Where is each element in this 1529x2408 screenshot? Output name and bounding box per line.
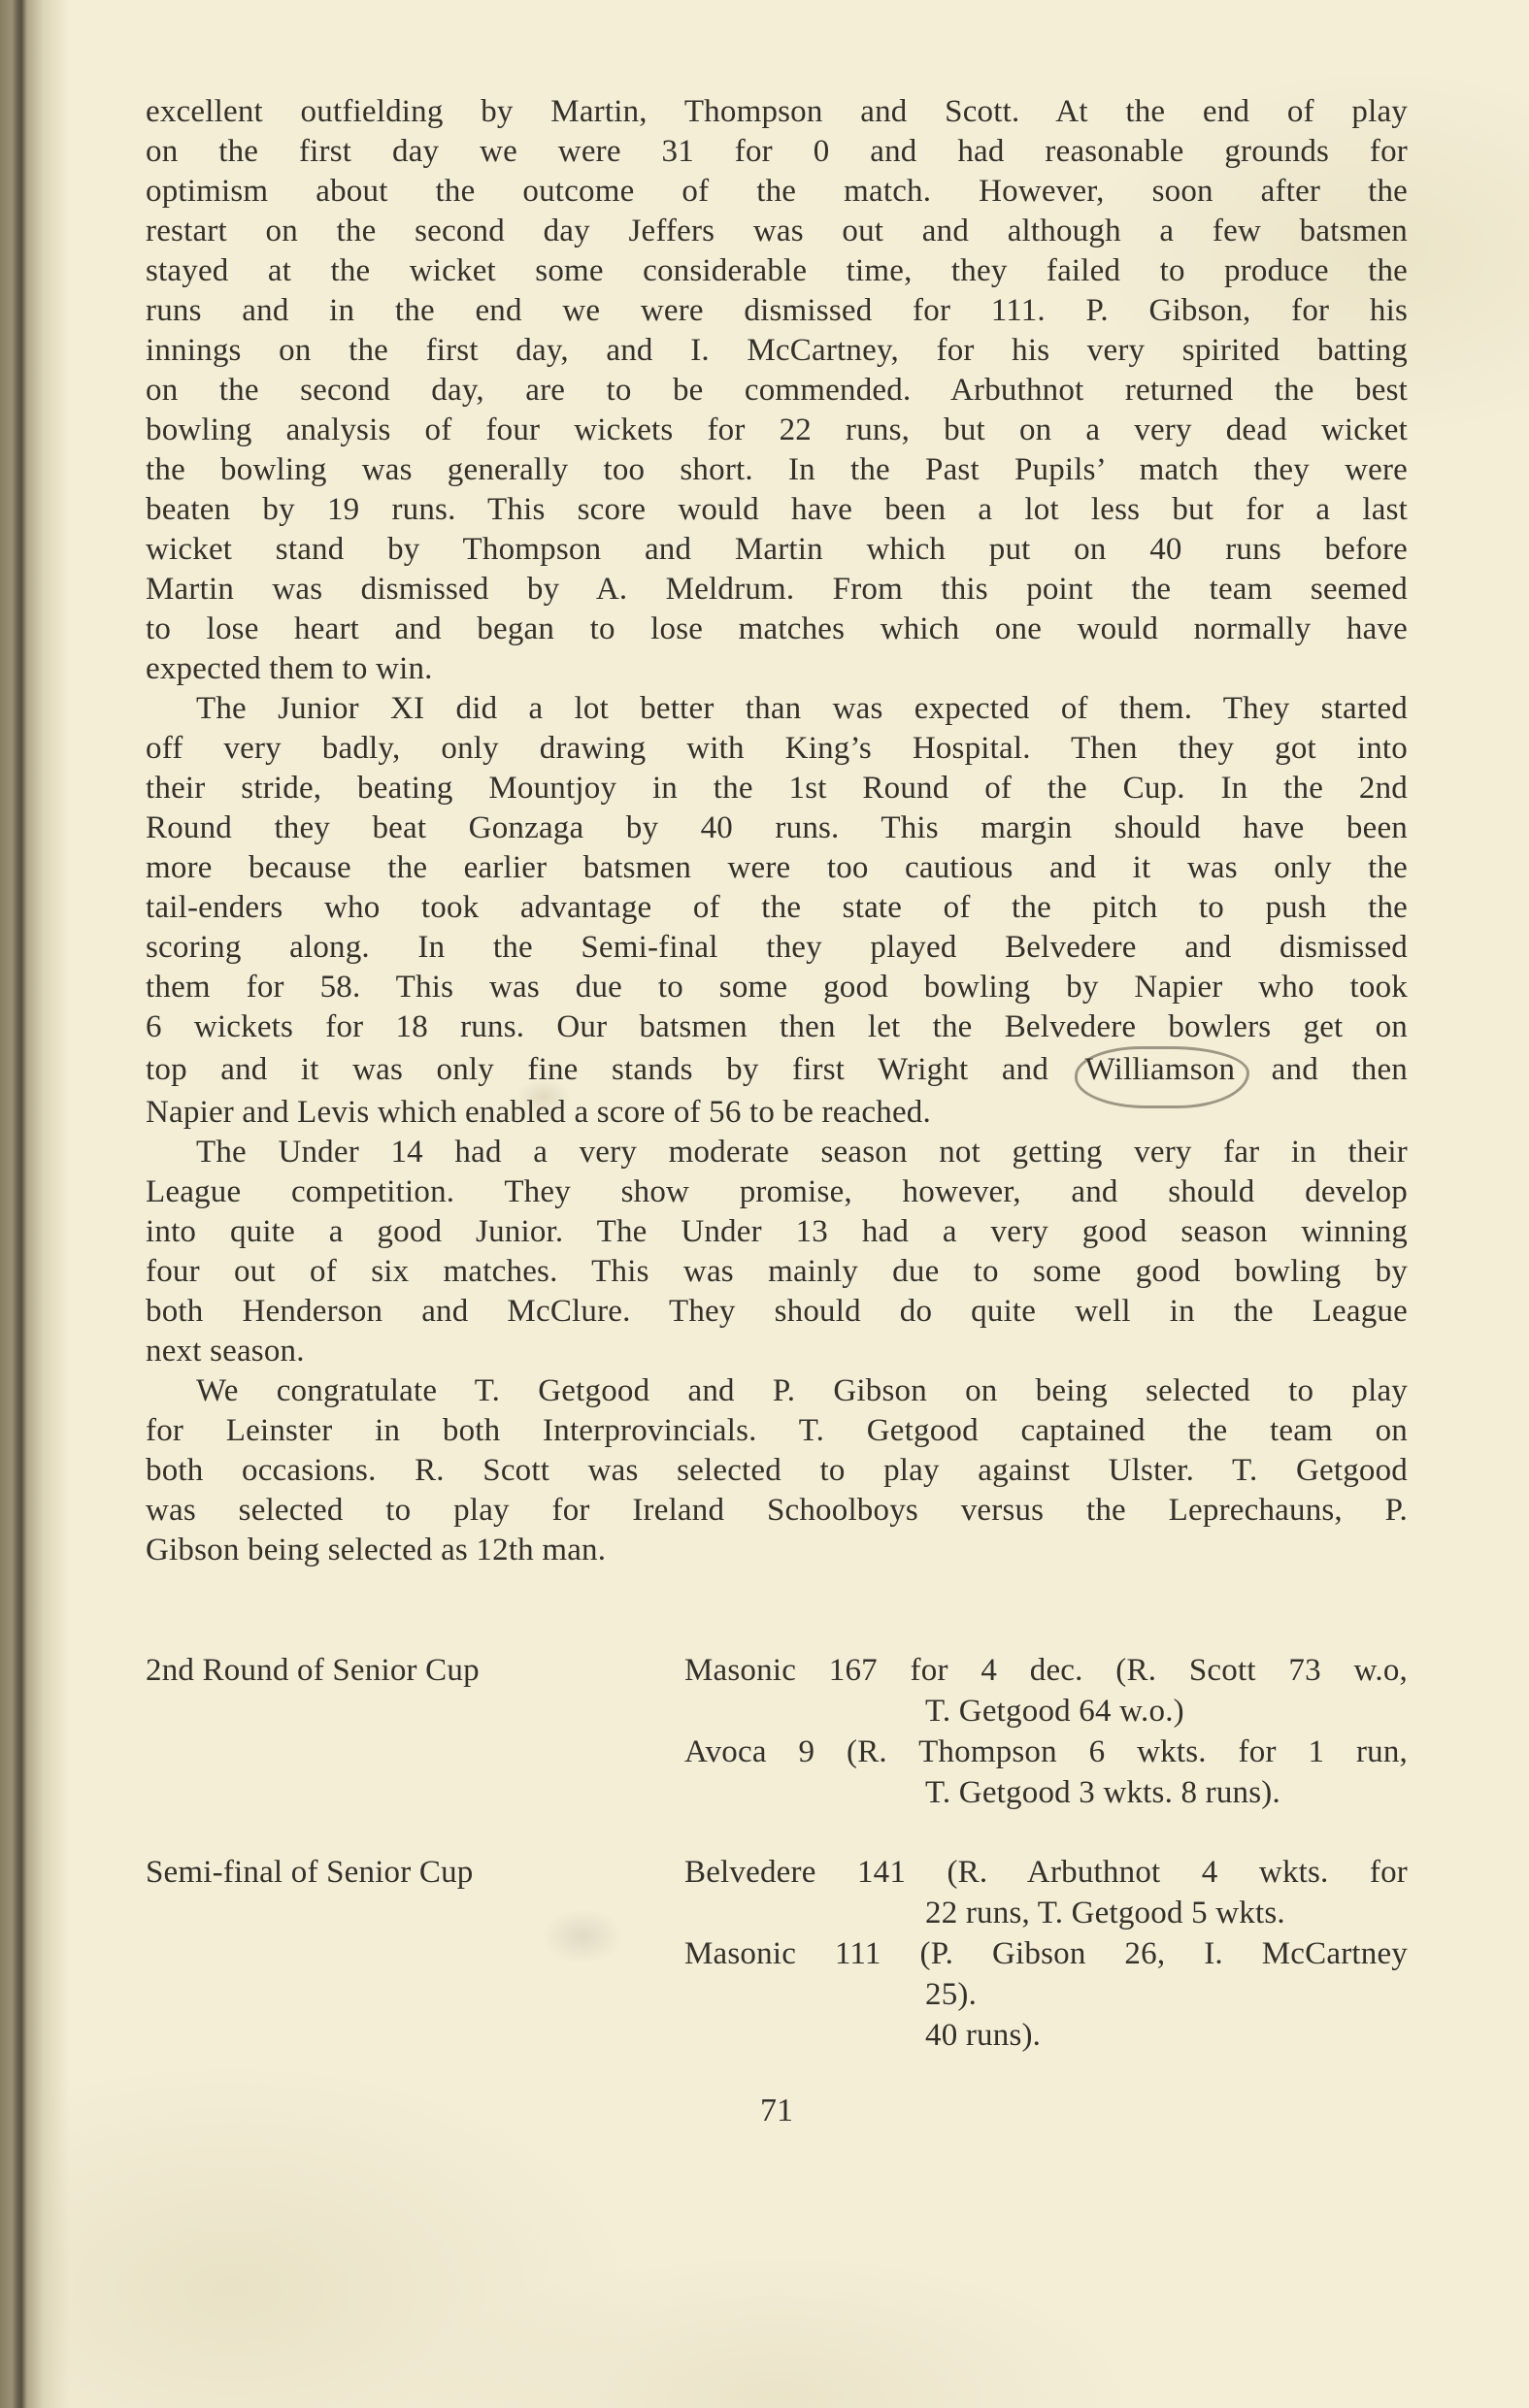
text-line: restart on the second day Jeffers was out and although a few batsmen [146,214,1408,248]
text-line: was selected to play for Ireland Schoolboys versus the Leprechauns, P. [146,1493,1408,1528]
result-line: Masonic 167 for 4 dec. (R. Scott 73 w.o, [684,1653,1408,1688]
paragraph [146,689,1408,1133]
text-line: next season. [146,1334,305,1369]
results-table [146,1650,1408,2056]
text-line: top and it was only fine stands by first Wright and Williamson and then [146,1047,1408,1093]
text-column [146,92,1408,2131]
paragraph [146,1133,1408,1371]
text-line: four out of six matches. This was mainly due to some good bowling by [146,1254,1408,1289]
page-number: 71 [760,2093,793,2128]
text-line: The Under 14 had a very moderate season not getting very far in their [196,1135,1408,1170]
result-line: T. Getgood 64 w.o.) [925,1694,1184,1729]
result-line: T. Getgood 3 wkts. 8 runs). [925,1775,1280,1810]
text-line: them for 58. This was due to some good bowling by Napier who took [146,970,1408,1005]
text-line: runs and in the end we were dismissed for 111. P. Gibson, for his [146,293,1408,328]
result-details [684,1650,1408,1813]
result-row [146,1852,1408,2056]
paragraph [146,1371,1408,1570]
result-line: 25). [925,1977,978,2012]
result-row [146,1650,1408,1813]
result-line: Belvedere 141 (R. Arbuthnot 4 wkts. for [684,1855,1408,1890]
text-line: The Junior XI did a lot better than was expected of them. They started [196,691,1408,726]
book-spine-edge [0,0,70,2408]
result-line: Avoca 9 (R. Thompson 6 wkts. for 1 run, [684,1734,1408,1769]
text-line: 6 wickets for 18 runs. Our batsmen then let the Belvedere bowlers get on [146,1009,1408,1044]
text-line: scoring along. In the Semi-final they played Belvedere and dismissed [146,930,1408,965]
paragraphs [146,92,1408,1570]
text-line: innings on the first day, and I. McCartney, for his very spirited batting [146,333,1408,368]
text-line: Martin was dismissed by A. Meldrum. From this point the team seemed [146,572,1408,607]
result-line: Masonic 111 (P. Gibson 26, I. McCartney [684,1936,1408,1971]
text-line: expected them to win. [146,651,433,686]
text-line: both occasions. R. Scott was selected to play against Ulster. T. Getgood [146,1453,1408,1488]
text-line: more because the earlier batsmen were too cautious and it was only the [146,850,1408,885]
text-line: tail-enders who took advantage of the state of the pitch to push the [146,890,1408,925]
text-line: excellent outfielding by Martin, Thompson and Scott. At the end of play [146,94,1408,129]
text-line: League competition. They show promise, however, and should develop [146,1174,1408,1209]
result-line: 22 runs, T. Getgood 5 wkts. [925,1896,1285,1930]
text-line: bowling analysis of four wickets for 22 runs, but on a very dead wicket [146,412,1408,447]
text-line: Napier and Levis which enabled a score of 56 to be reached. [146,1095,931,1130]
pencil-circle-annotation: Williamson [1075,1046,1250,1108]
paragraph [146,92,1408,689]
text-line: beaten by 19 runs. This score would have been a lot less but for a last [146,492,1408,527]
text-line: wicket stand by Thompson and Martin which put on 40 runs before [146,532,1408,567]
text-line: stayed at the wicket some considerable time, they failed to produce the [146,253,1408,288]
text-line: Round they beat Gonzaga by 40 runs. This margin should have been [146,810,1408,845]
text-line: Gibson being selected as 12th man. [146,1533,607,1567]
text-line: We congratulate T. Getgood and P. Gibson on being selected to play [196,1373,1408,1408]
text-line: off very badly, only drawing with King’s Hospital. Then they got into [146,731,1408,766]
result-label: Semi-final of Senior Cup [146,1855,474,1890]
text-line: on the first day we were 31 for 0 and had reasonable grounds for [146,134,1408,169]
text-line: on the second day, are to be commended. Arbuthnot returned the best [146,373,1408,408]
text-line: optimism about the outcome of the match. However, soon after the [146,174,1408,209]
text-line: both Henderson and McClure. They should do quite well in the League [146,1294,1408,1329]
result-line: 40 runs). [925,2018,1042,2053]
text-line: the bowling was generally too short. In the Past Pupils’ match they were [146,452,1408,487]
text-line: for Leinster in both Interprovincials. T. Getgood captained the team on [146,1413,1408,1448]
result-label: 2nd Round of Senior Cup [146,1653,480,1688]
text-line: into quite a good Junior. The Under 13 had a very good season winning [146,1214,1408,1249]
result-details [684,1852,1408,2056]
text-line: their stride, beating Mountjoy in the 1st Round of the Cup. In the 2nd [146,771,1408,806]
text-line: to lose heart and began to lose matches which one would normally have [146,611,1408,646]
